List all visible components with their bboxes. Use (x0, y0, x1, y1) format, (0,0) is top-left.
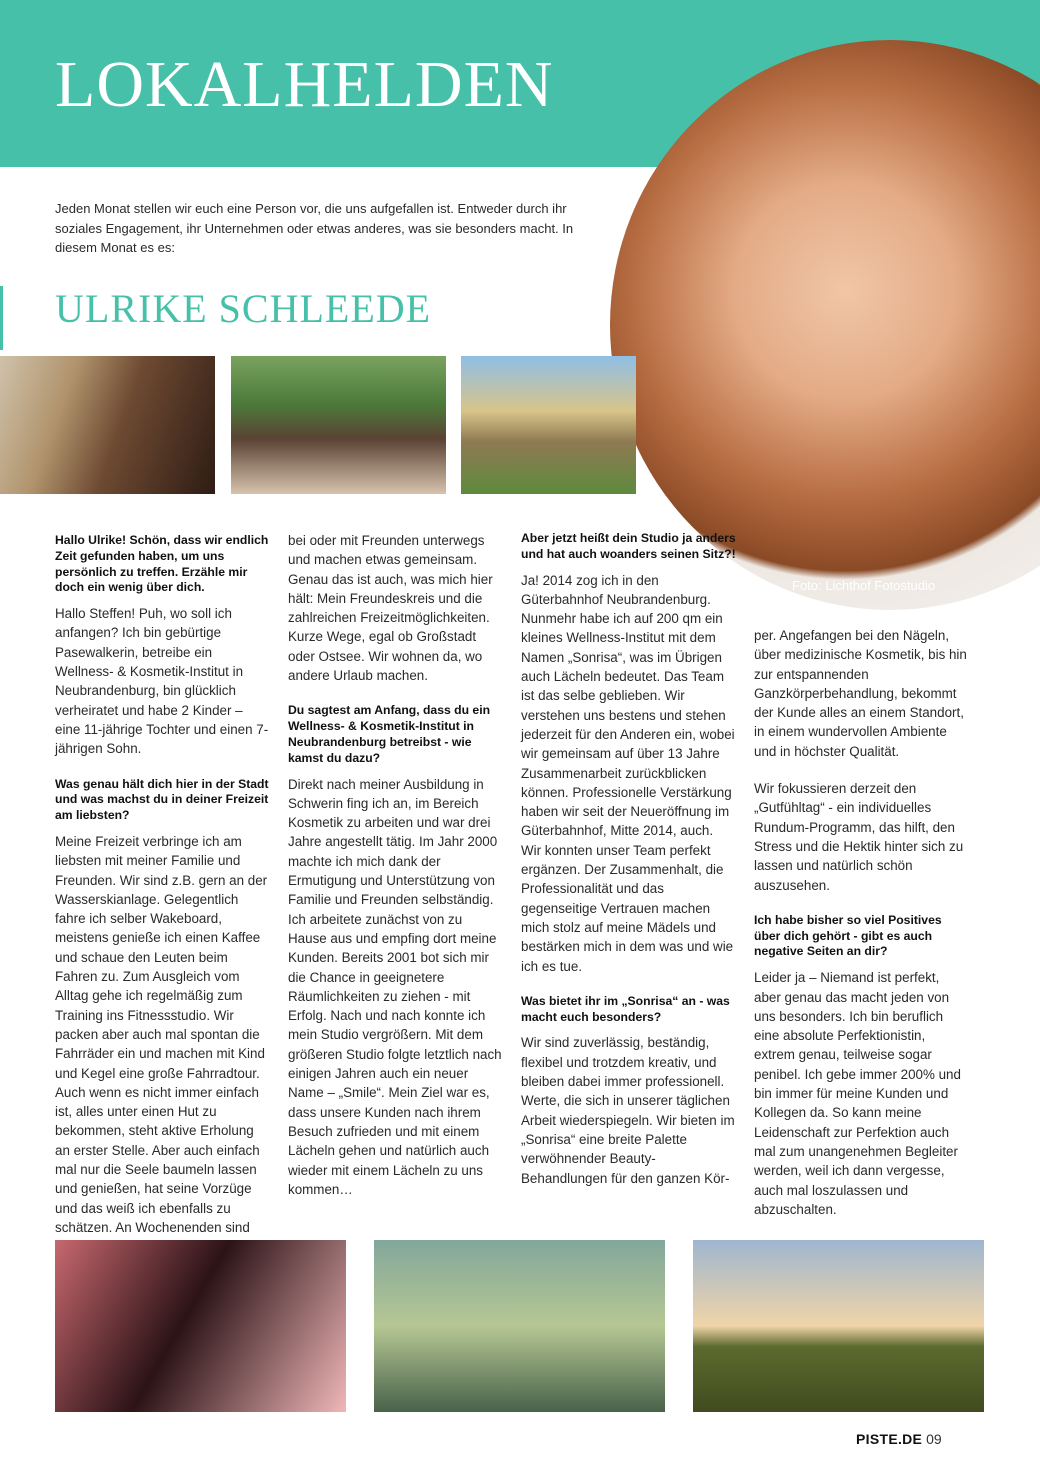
page-footer (856, 1431, 942, 1447)
interview-question: Was bietet ihr im „Sonrisa“ an - was macht euch besonders? (521, 993, 730, 1024)
interview-answer: Wir fokussieren derzeit den „Gutfühltag“ - ein individuelles Rundum-Programm, das hilft, den Stress und die Hektik hinter sich zu lassen und natürlich schön auszusehen. (754, 781, 964, 893)
article-column-4 (754, 626, 969, 1237)
interview-question: Hallo Ulrike! Schön, dass wir endlich Zeit gefunden haben, um uns persönlich zu treffen. Erzähle mir doch ein wenig über dich. (55, 533, 269, 595)
photo-beauty-treatment (55, 1240, 346, 1412)
interview-question: Was genau hält dich hier in der Stadt und was machst du in deiner Freizeit am liebsten? (55, 776, 269, 823)
footer-brand: PISTE.DE (856, 1431, 923, 1447)
interview-answer: Hallo Steffen! Puh, wo soll ich anfangen? Ich bin gebürtige Pasewalkerin, betreibe ein Wellness- & Kosmetik-Institut in Neubrandenburg, bin glücklich verheiratet und habe 2 Kinder – eine 11-jährige Tochter und einen 7-jährigen Sohn. (55, 606, 269, 757)
interview-answer: Ja! 2014 zog ich in den Güterbahnhof Neubrandenburg. Nunmehr habe ich auf 200 qm ein kleines Wellness-Institut mit dem Namen „Sonrisa“, was im Übrigen auch Lächeln bedeutet. Das Team ist das selbe geblieben. Wir verstehen uns bestens und stehen jederzeit für den Anderen ein, wobei wir gemeinsam auf über 13 Jahre Zusammenarbeit zurückblicken können. Professionelle Verstärkung haben wir seit der Neueröffnung im Güterbahnhof, Mitte 2014, auch. Wir konnten unser Team perfekt ergänzen. Der Zusammenhalt, die Professionalität und das gegenseitige Vertrauen machen mich stolz auf meine Mädels und bestärken mich in dem was und wie ich es tue. (521, 572, 735, 974)
interview-answer: Wir sind zuverlässig, beständig, flexibel und trotzdem kreativ, und bleiben dabei immer professionell. Werte, die sich in unserer täglichen Arbeit wiederspiegeln. Wir bieten im „Sonrisa“ eine breite Palette verwöhnender Beauty-Behandlungen für den ganzen Kör- (521, 1035, 735, 1186)
interview-question: Du sagtest am Anfang, dass du ein Wellness- & Kosmetik-Institut in Neubrandenburg betreibst - wie kamst du dazu? (288, 703, 491, 765)
subject-name: ULRIKE SCHLEEDE (55, 286, 432, 331)
photo-drinking-at-sea (0, 356, 215, 494)
interview-question: Ich habe bisher so viel Positives über dich gehört - gibt es auch negative Seiten an dir? (754, 912, 942, 959)
photo-family-stadium (231, 356, 446, 494)
interview-answer: Meine Freizeit verbringe ich am liebsten mit meiner Familie und Freunden. Wir sind z.B. gern an der Wasserskianlage. Gelegentlich fahre ich selber Wakeboard, meistens genieße ich einen Kaffee und schaue den Leuten beim Fahren zu. Zum Ausgleich vom Alltag gehe ich regelmäßig zum Training ins Fitnessstudio. Wir packen aber auch mal spontan die Fahrräder ein und machen mit Kind und Kegel eine große Fahrradtour. Auch wenn es nicht immer einfach ist, alles unter einen Hut zu bekommen, steht aktive Erholung an erster Stelle. Aber auch einfach mal nur die Seele baumeln lassen und genießen, hat seine Vorzüge und das weiß ich ebenfalls zu schätzen. An Wochenenden sind (55, 833, 268, 1235)
page-number: 09 (926, 1431, 942, 1447)
article-column-1 (55, 533, 269, 1274)
article-column-2 (288, 531, 502, 1217)
page-title: LOKALHELDEN (55, 48, 554, 121)
interview-answer: Leider ja – Niemand ist perfekt, aber genau das macht jeden von uns besonders. Ich bin beruflich eine absolute Perfektionistin, extrem genau, teilweise sogar penibel. Ich gebe immer 200% und bin immer für meine Kunden und Kollegen da. So kann meine Leidenschaft zur Perfektion auch mal zum unangenehmen Begleiter werden, weil ich dann vergesse, auch mal loszulassen und abzuschalten. (754, 970, 961, 1217)
photo-outdoor-exercise (374, 1240, 665, 1412)
intro-text: Jeden Monat stellen wir euch eine Person vor, die uns aufgefallen ist. Entweder durch ihr soziales Engagement, ihr Unternehmen oder etwas anderes, was sie besonders macht. In diesem Monat es es: (55, 201, 574, 255)
interview-answer: bei oder mit Freunden unterwegs und machen etwas gemeinsam. Genau das ist auch, was mich hier hält: Mein Freundeskreis und die zahlreichen Freizeitmöglichkeiten. Kurze Wege, egal ob Großstadt oder Ostsee. Wir wohnen da, wo andere Urlaub machen. (288, 533, 493, 684)
article-column-3 (521, 531, 736, 1206)
interview-answer: per. Angefangen bei den Nägeln, über medizinische Kosmetik, bis hin zur entspannenden Ganzkörperbehandlung, bekommt der Kunde alles an einem Standort, in einem wundervollen Ambiente und in höchster Qualität. (754, 628, 967, 759)
photo-credit: Foto: Lichthof Fotostudio (792, 578, 936, 593)
photo-field-landscape (693, 1240, 984, 1412)
section-marker (0, 286, 3, 350)
interview-question: Aber jetzt heißt dein Studio ja anders und hat auch woanders seinen Sitz?! (521, 531, 736, 561)
photo-castle-visit (461, 356, 636, 494)
interview-answer: Direkt nach meiner Ausbildung in Schwerin fing ich an, im Bereich Kosmetik zu arbeiten und war drei Jahre angestellt tätig. Im Jahr 2000 machte ich mich dank der Ermutigung und Unterstützung von Familie und Freunden selbständig. Ich arbeitete zunächst von zu Hause aus und empfing dort meine Kunden. Bereits 2001 bot sich mir die Chance in geeignetere Räumlichkeiten zu ziehen - mit Erfolg. Nach und nach konnte ich mein Studio vergrößern. Mit dem größeren Studio folgte letztlich nach einigen Jahren auch ein neuer Name – „Smile“. Mein Ziel war es, dass unsere Kunden nach ihrem Besuch zufrieden und mit einem Lächeln gehen und natürlich auch wieder mit einem Lächeln zu uns kommen… (288, 776, 502, 1197)
